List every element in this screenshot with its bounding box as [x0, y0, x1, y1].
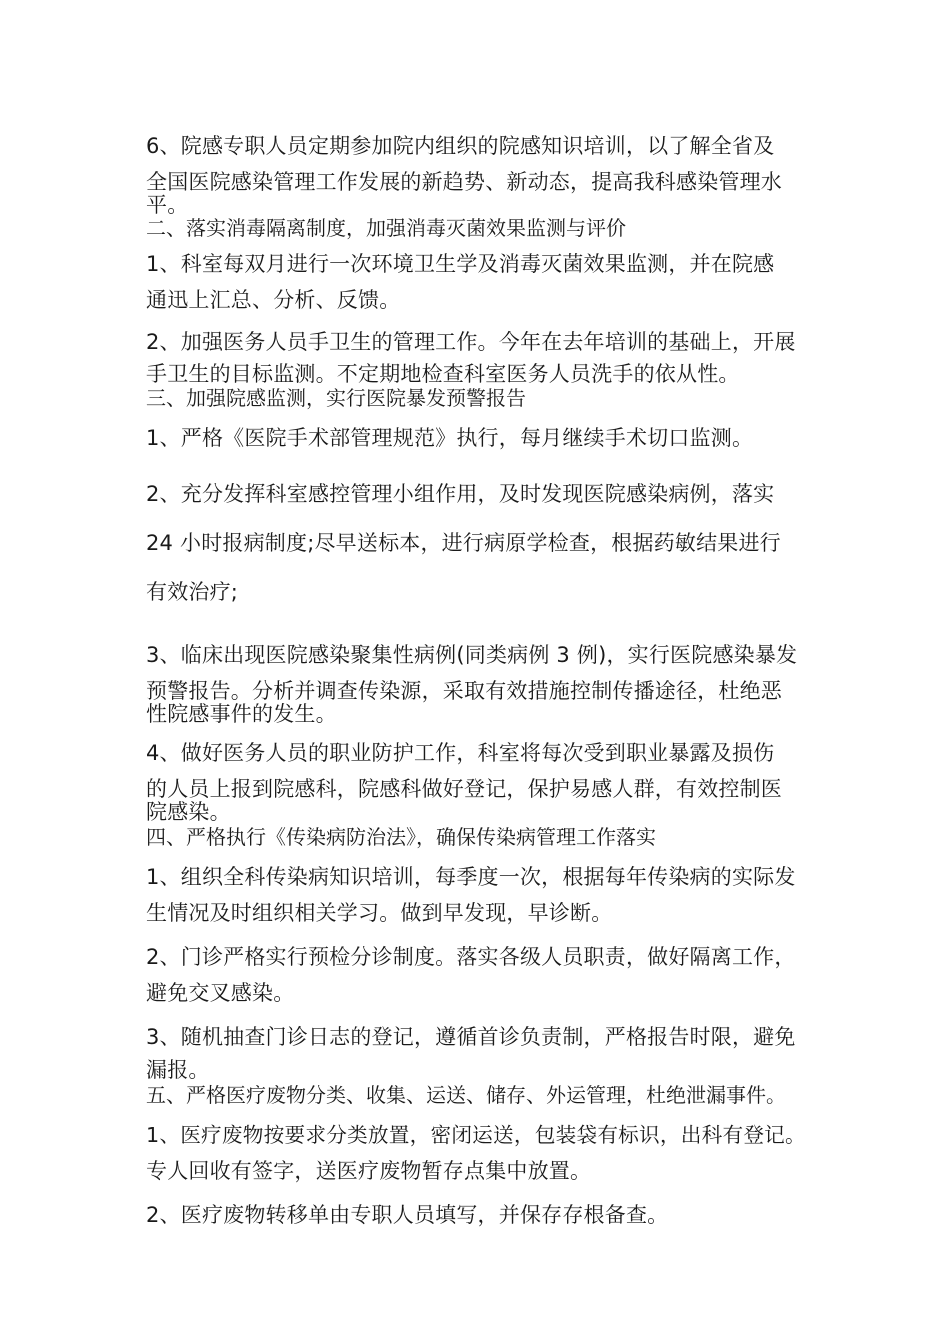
text-line: 1、严格《医院手术部管理规范》执行，每月继续手术切口监测。 — [146, 426, 754, 450]
paragraph-2-1 — [146, 246, 810, 318]
section-heading-2: 二、落实消毒隔离制度，加强消毒灭菌效果监测与评价 — [146, 216, 626, 240]
text-line: 1、科室每双月进行一次环境卫生学及消毒灭菌效果监测，并在院感 — [146, 252, 775, 276]
paragraph-3-2 — [146, 470, 810, 617]
text-line: 性院感事件的发生。 — [146, 702, 337, 726]
text-line: 3、临床出现医院感染聚集性病例(同类病例 3 例)，实行医院感染暴发 — [146, 643, 798, 667]
text-line: 1、医疗废物按要求分类放置，密闭运送，包装袋有标识，出科有登记。 — [146, 1123, 806, 1147]
text-line: 6、院感专职人员定期参加院内组织的院感知识培训，以了解全省及 — [146, 134, 775, 158]
text-line: 的人员上报到院感科，院感科做好登记，保护易感人群，有效控制医 — [146, 777, 782, 801]
paragraph-4-1 — [146, 859, 810, 931]
text-line: 4、做好医务人员的职业防护工作，科室将每次受到职业暴露及损伤 — [146, 741, 775, 765]
document-body — [146, 128, 810, 1233]
paragraph-5-2 — [146, 1197, 810, 1233]
text-line: 2、加强医务人员手卫生的管理工作。今年在去年培训的基础上，开展 — [146, 330, 796, 354]
section-heading-3: 三、加强院感监测，实行医院暴发预警报告 — [146, 386, 526, 410]
text-line: 避免交叉感染。 — [146, 981, 295, 1005]
text-line: 有效治疗; — [146, 580, 239, 604]
text-line: 院感染。 — [146, 800, 231, 824]
text-line: 预警报告。分析并调查传染源，采取有效措施控制传播途径，杜绝恶 — [146, 679, 782, 703]
text-line: 1、组织全科传染病知识培训，每季度一次，根据每年传染病的实际发 — [146, 865, 796, 889]
paragraph-3-1 — [146, 420, 810, 456]
paragraph-6-training — [146, 128, 810, 216]
paragraph-5-1 — [146, 1117, 810, 1189]
paragraph-3-3 — [146, 637, 810, 725]
text-line: 手卫生的目标监测。不定期地检查科室医务人员洗手的依从性。 — [146, 362, 740, 386]
paragraph-3-4 — [146, 735, 810, 823]
text-line: 2、充分发挥科室感控管理小组作用，及时发现医院感染病例，落实 — [146, 482, 775, 506]
text-line: 专人回收有签字，送医疗废物暂存点集中放置。 — [146, 1159, 592, 1183]
text-line: 平。 — [146, 193, 189, 217]
text-line: 3、随机抽查门诊日志的登记，遵循首诊负责制，严格报告时限，避免 — [146, 1025, 796, 1049]
paragraph-4-2 — [146, 939, 810, 1011]
text-line: 全国医院感染管理工作发展的新趋势、新动态，提高我科感染管理水 — [146, 170, 782, 194]
paragraph-2-2 — [146, 324, 810, 388]
text-line: 生情况及时组织相关学习。做到早发现，早诊断。 — [146, 901, 613, 925]
text-line: 2、门诊严格实行预检分诊制度。落实各级人员职责，做好隔离工作， — [146, 945, 796, 969]
text-line: 24 小时报病制度;尽早送标本，进行病原学检查，根据药敏结果进行 — [146, 531, 781, 555]
paragraph-4-3 — [146, 1019, 810, 1085]
text-line: 通迅上汇总、分析、反馈。 — [146, 288, 401, 312]
section-heading-5: 五、严格医疗废物分类、收集、运送、储存、外运管理，杜绝泄漏事件。 — [146, 1083, 786, 1107]
text-line: 漏报。 — [146, 1058, 210, 1082]
text-line: 2、医疗废物转移单由专职人员填写，并保存存根备查。 — [146, 1203, 669, 1227]
section-heading-4: 四、严格执行《传染病防治法》，确保传染病管理工作落实 — [146, 825, 656, 849]
